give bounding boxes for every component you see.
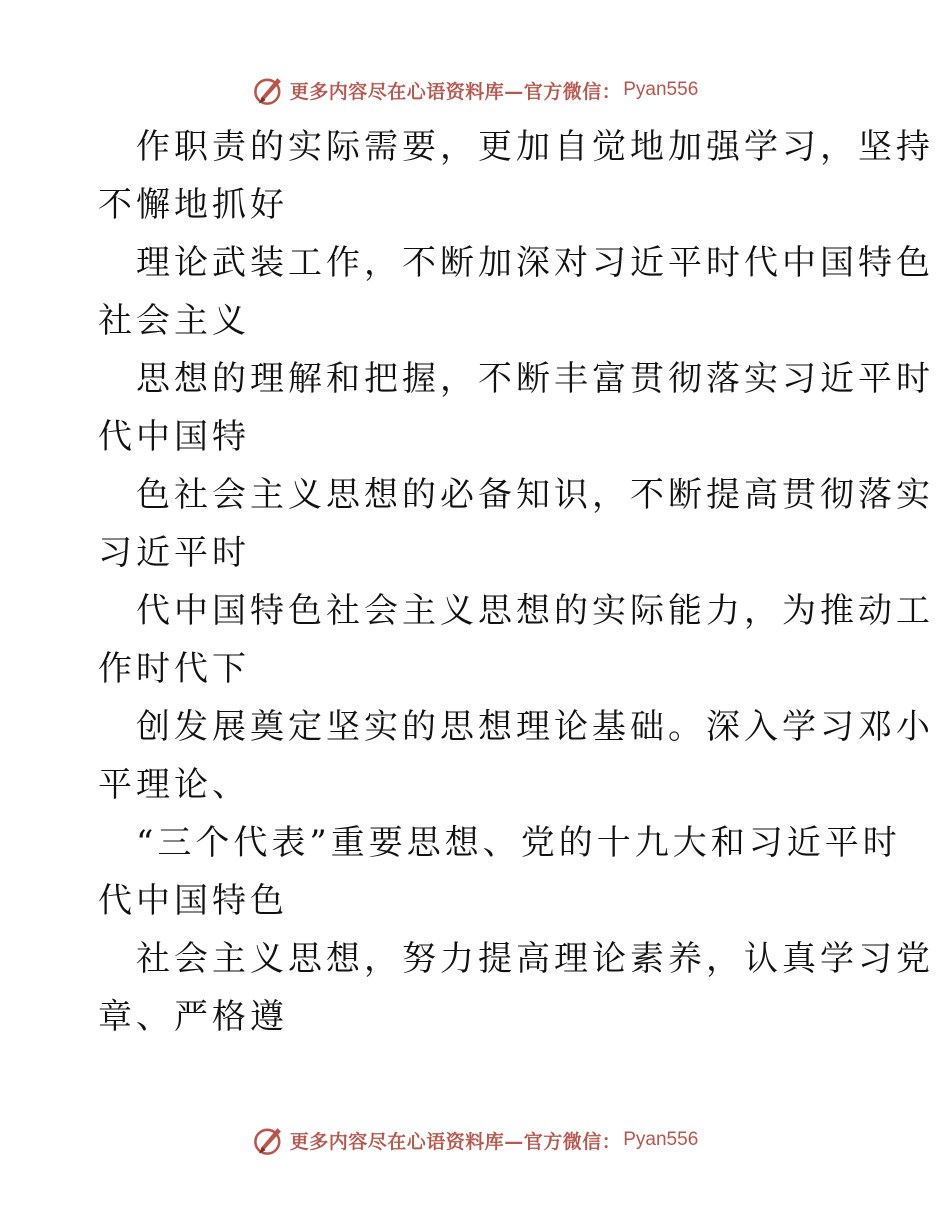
text-line: 不懈地抓好 xyxy=(98,185,288,225)
text-line: 社会主义思想，努力提高理论素养，认真学习党 xyxy=(136,939,934,979)
text-line: 理论武装工作，不断加深对习近平时代中国特色 xyxy=(136,243,934,283)
text-line: 思想的理解和把握，不断丰富贯彻落实习近平时 xyxy=(136,359,934,399)
quill-pen-logo-icon xyxy=(252,73,286,107)
text-line: 作职责的实际需要，更加自觉地加强学习，坚持 xyxy=(136,127,934,167)
text-line: 代中国特 xyxy=(98,417,250,457)
document-body xyxy=(98,118,934,1046)
watermark-wechat-id: Pyan556 xyxy=(623,1129,699,1150)
text-line: “三个代表”重要思想、党的十九大和习近平时 xyxy=(136,823,901,863)
quill-pen-logo-icon xyxy=(252,1123,286,1157)
text-line: 社会主义 xyxy=(98,301,250,341)
text-line: 代中国特色 xyxy=(98,881,288,921)
watermark-wechat-id: Pyan556 xyxy=(623,79,699,100)
text-line: 色社会主义思想的必备知识，不断提高贯彻落实 xyxy=(136,475,934,515)
text-line: 作时代下 xyxy=(98,649,250,689)
header-watermark xyxy=(0,70,950,110)
text-line: 平理论、 xyxy=(98,765,250,805)
text-line: 创发展奠定坚实的思想理论基础。深入学习邓小 xyxy=(136,707,934,747)
watermark-brand-text: 更多内容尽在心语资料库—官方微信： xyxy=(289,80,622,103)
footer-watermark xyxy=(0,1120,950,1160)
text-line: 章、严格遵 xyxy=(98,997,288,1037)
text-line: 习近平时 xyxy=(98,533,250,573)
watermark-brand-text: 更多内容尽在心语资料库—官方微信： xyxy=(289,1130,622,1153)
text-line: 代中国特色社会主义思想的实际能力，为推动工 xyxy=(136,591,934,631)
